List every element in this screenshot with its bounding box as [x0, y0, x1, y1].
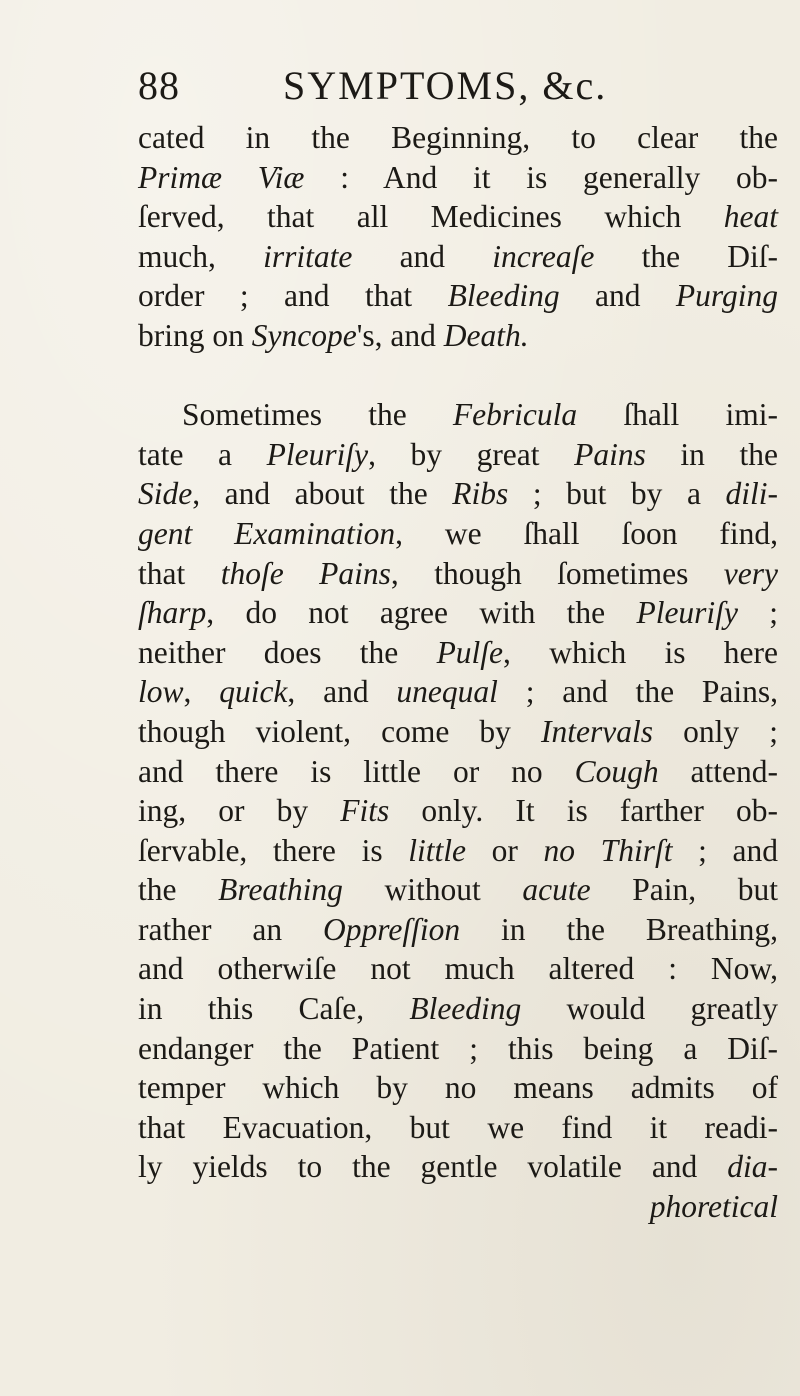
text-line: endanger the Patient ; this being a Diſ-	[138, 1030, 778, 1066]
text-line: ing, or by Fits only. It is farther ob-	[138, 793, 778, 829]
text-line: low, quick, and unequal ; and the Pains,	[138, 674, 778, 710]
text-line: temper which by no means admits of	[138, 1070, 778, 1106]
text-line: Primæ Viæ : And it is generally ob-	[138, 159, 778, 195]
text-line: rather an Oppreſſion in the Breathing,	[138, 911, 778, 947]
text-line: and otherwiſe not much altered : Now,	[138, 951, 778, 987]
text-line: the Breathing without acute Pain, but	[138, 872, 778, 908]
text-line: much, irritate and increaſe the Diſ-	[138, 238, 779, 274]
page-number: 88	[138, 63, 180, 108]
text-line: cated in the Beginning, to clear the	[138, 120, 778, 155]
text-line: that Evacuation, but we find it readi-	[138, 1109, 778, 1145]
text-line: gent Examination, we ſhall ſoon find,	[138, 515, 778, 551]
text-line: ly yields to the gentle volatile and dia-	[138, 1149, 778, 1185]
text-line: Side, and about the Ribs ; but by a dili-	[138, 476, 778, 512]
text-line: neither does the Pulſe, which is here	[138, 634, 778, 670]
text-line: ſervable, there is little or no Thirſt ; and	[138, 832, 778, 868]
text-line: though violent, come by Intervals only ;	[138, 713, 778, 749]
catchword: phoretical	[649, 1189, 778, 1225]
text-line: Sometimes the Febricula ſhall imi-	[182, 397, 778, 433]
text-line: that thoſe Pains, though ſometimes very	[138, 555, 778, 591]
page-header	[138, 62, 698, 122]
text-line: ſharp, do not agree with the Pleuriſy ;	[138, 595, 778, 631]
text-line: bring on Syncope's, and Death.	[138, 317, 529, 353]
text-line: ſerved, that all Medicines which heat	[138, 199, 778, 235]
body-text	[138, 118, 778, 1227]
text-line: in this Caſe, Bleeding would greatly	[138, 991, 778, 1027]
running-head: SYMPTOMS, &c.	[283, 63, 608, 108]
text-line: order ; and that Bleeding and Purging	[138, 278, 778, 314]
text-line: and there is little or no Cough attend-	[138, 753, 778, 789]
text-line: tate a Pleuriſy, by great Pains in the	[138, 436, 778, 472]
